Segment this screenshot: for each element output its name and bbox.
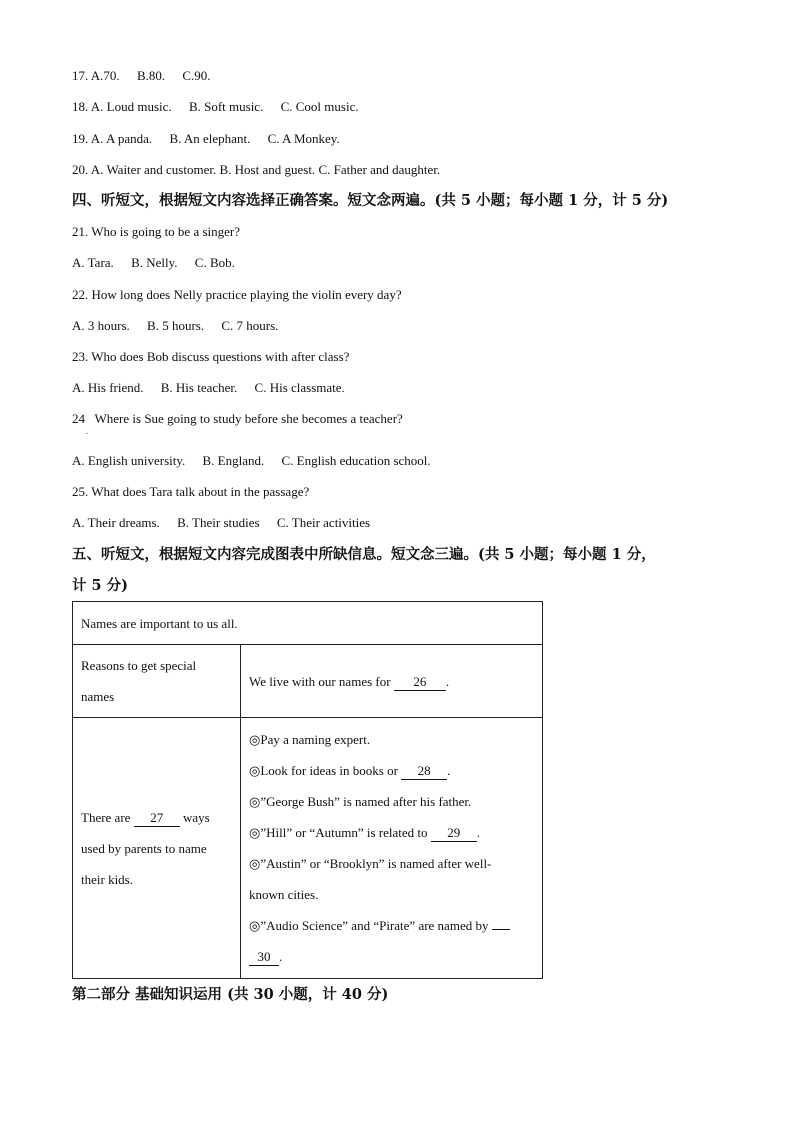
ways-cell: There are 27 ways used by parents to name their kids. <box>73 718 241 979</box>
option-c: C. Cool music. <box>280 99 359 114</box>
blank-30[interactable]: 30 <box>249 949 279 966</box>
blank-30-lead <box>492 929 510 930</box>
option-c: C. Their activities <box>276 515 371 530</box>
naming-ways-list <box>241 718 543 979</box>
option-a: A. Loud music. <box>90 99 172 114</box>
reasons-cell: Reasons to get special names <box>73 645 241 718</box>
list-item: ◎”George Bush” is named after his father. <box>249 794 472 809</box>
list-item: ◎”Hill” or “Autumn” is related to 29 . <box>249 825 480 840</box>
table-title: Names are important to us all. <box>73 602 543 645</box>
list-item: 30 . <box>249 941 534 972</box>
option-b: B. Nelly. <box>131 255 178 270</box>
blank-27[interactable]: 27 <box>134 810 180 827</box>
option-b: B. 5 hours. <box>147 318 205 333</box>
question-22: 22. How long does Nelly practice playing the violin every day? <box>72 287 402 302</box>
stray-dot: . <box>86 427 88 436</box>
option-a: A. English university. <box>72 453 186 468</box>
option-a: A. Their dreams. <box>72 515 160 530</box>
list-item: known cities. <box>249 887 319 902</box>
option-a: A. His friend. <box>72 380 144 395</box>
part-2-heading: 第二部分 基础知识运用 (共 30 小题，计 40 分) <box>72 986 389 1003</box>
option-b: B. An elephant. <box>169 131 251 146</box>
option-b: B. Host and guest. <box>219 162 316 177</box>
question-22-options <box>72 317 278 335</box>
question-24: 24 Where is Sue going to study before she becomes a teacher? <box>72 411 403 426</box>
blank-29[interactable]: 29 <box>431 825 477 842</box>
section-5-heading-cont: 计 5 分) <box>72 577 129 594</box>
option-b: B.80. <box>136 68 166 83</box>
option-a: A. Tara. <box>72 255 114 270</box>
option-c: C. Bob. <box>194 255 235 270</box>
option-b: B. Soft music. <box>188 99 264 114</box>
blank-26[interactable]: 26 <box>394 674 446 691</box>
option-b: B. England. <box>202 453 265 468</box>
blank-28[interactable]: 28 <box>401 763 447 780</box>
live-with-names-cell: We live with our names for 26 . <box>241 645 543 718</box>
list-item: ◎”Audio Science” and “Pirate” are named by <box>249 910 534 941</box>
option-c: C. English education school. <box>281 453 431 468</box>
question-20: 20. A. Waiter and customer. B. Host and guest. C. Father and daughter. <box>72 162 441 177</box>
option-a: A. 3 hours. <box>72 318 130 333</box>
section-5-heading: 五、听短文，根据短文内容完成图表中所缺信息。短文念三遍。(共 5 小题；每小题 1 分， <box>72 546 656 563</box>
question-21-options <box>72 254 235 272</box>
option-a: A.70. <box>90 68 120 83</box>
question-24-options <box>72 452 431 470</box>
option-c: C. Father and daughter. <box>318 162 441 177</box>
question-23: 23. Who does Bob discuss questions with after class? <box>72 349 350 364</box>
question-23-options <box>72 379 345 397</box>
question-25: 25. What does Tara talk about in the passage? <box>72 484 310 499</box>
question-18: 18. A. Loud music. B. Soft music. C. Cool music. <box>72 99 359 114</box>
option-c: C. A Monkey. <box>267 131 340 146</box>
list-item: ◎”Austin” or “Brooklyn” is named after well- <box>249 856 492 871</box>
option-c: C. His classmate. <box>254 380 345 395</box>
option-c: C. 7 hours. <box>221 318 279 333</box>
option-b: B. Their studies <box>177 515 260 530</box>
question-17: 17. A.70. B.80. C.90. <box>72 68 211 83</box>
question-21: 21. Who is going to be a singer? <box>72 224 241 239</box>
option-c: C.90. <box>182 68 211 83</box>
option-a: A. Waiter and customer. <box>90 162 217 177</box>
list-item: ◎Pay a naming expert. <box>249 732 371 747</box>
section-4-heading: 四、听短文，根据短文内容选择正确答案。短文念两遍。(共 5 小题；每小题 1 分，计 5 分) <box>72 192 669 209</box>
option-b: B. His teacher. <box>160 380 238 395</box>
list-item: ◎Look for ideas in books or 28 . <box>249 763 451 778</box>
question-19: 19. A. A panda. B. An elephant. C. A Monkey. <box>72 131 340 146</box>
question-25-options <box>72 514 370 532</box>
info-table <box>72 601 543 979</box>
option-a: A. A panda. <box>90 131 153 146</box>
